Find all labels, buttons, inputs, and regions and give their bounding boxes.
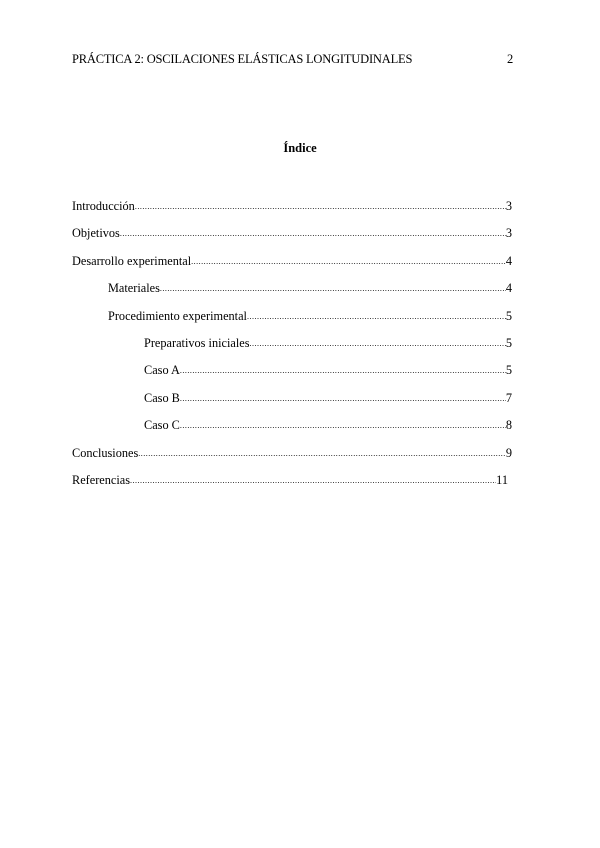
toc-entry-caso-a[interactable] xyxy=(72,361,512,388)
toc-leader-dots xyxy=(160,279,506,298)
toc-leader-dots xyxy=(247,307,506,326)
toc-entry-page: 11 xyxy=(496,472,508,487)
toc-leader-dots xyxy=(138,444,506,463)
toc-title: Índice xyxy=(283,141,317,155)
toc-entry-label: Desarrollo experimental xyxy=(72,253,192,268)
toc-entry-label: Caso B xyxy=(144,390,180,405)
toc-entry-page: 9 xyxy=(505,445,512,460)
toc-entry-materiales[interactable] xyxy=(72,279,512,306)
toc-entry-page: 5 xyxy=(505,308,512,323)
toc-leader-dots xyxy=(130,471,496,490)
toc-entry-objetivos[interactable] xyxy=(72,224,512,251)
toc-leader-dots xyxy=(180,416,506,435)
toc-entry-label: Procedimiento experimental xyxy=(108,308,247,323)
toc-entry-page: 3 xyxy=(505,199,512,213)
toc-entry-label: Preparativos iniciales xyxy=(144,335,250,350)
toc-leader-dots xyxy=(180,361,506,380)
toc-entry-label: Conclusiones xyxy=(72,445,139,460)
toc-entry-desarrollo-experimental[interactable] xyxy=(72,252,512,279)
toc-entry-label: Materiales xyxy=(108,281,160,296)
toc-entry-page: 5 xyxy=(505,335,512,350)
toc-leader-dots xyxy=(135,197,506,216)
toc-entry-page: 5 xyxy=(505,363,512,378)
toc-entry-caso-c[interactable] xyxy=(72,416,512,443)
toc-leader-dots xyxy=(120,224,506,243)
page-number: 2 xyxy=(507,52,514,66)
running-head: PRÁCTICA 2: OSCILACIONES ELÁSTICAS LONGITUDINALES xyxy=(72,52,413,66)
toc-entry-introduccion[interactable] xyxy=(72,197,512,224)
toc-entry-label: Referencias xyxy=(72,472,131,487)
toc-entry-page: 3 xyxy=(505,226,512,241)
toc-leader-dots xyxy=(191,252,506,271)
toc-entry-page: 4 xyxy=(505,281,512,296)
toc-entry-label: Caso A xyxy=(144,363,180,378)
toc-entry-label: Objetivos xyxy=(72,226,120,241)
toc-entry-page: 7 xyxy=(505,390,512,405)
toc-entry-preparativos-iniciales[interactable] xyxy=(72,334,512,361)
toc-entry-label: Caso C xyxy=(144,418,180,433)
toc-entry-page: 8 xyxy=(505,418,512,433)
toc-entry-conclusiones[interactable] xyxy=(72,444,512,471)
toc-entry-caso-b[interactable] xyxy=(72,389,512,416)
toc-leader-dots xyxy=(250,334,506,353)
table-of-contents xyxy=(72,197,512,498)
toc-leader-dots xyxy=(180,389,506,408)
toc-entry-page: 4 xyxy=(505,253,512,268)
toc-entry-referencias[interactable] xyxy=(72,471,508,498)
toc-entry-label: Introducción xyxy=(72,199,135,213)
toc-entry-procedimiento-experimental[interactable] xyxy=(72,307,512,334)
